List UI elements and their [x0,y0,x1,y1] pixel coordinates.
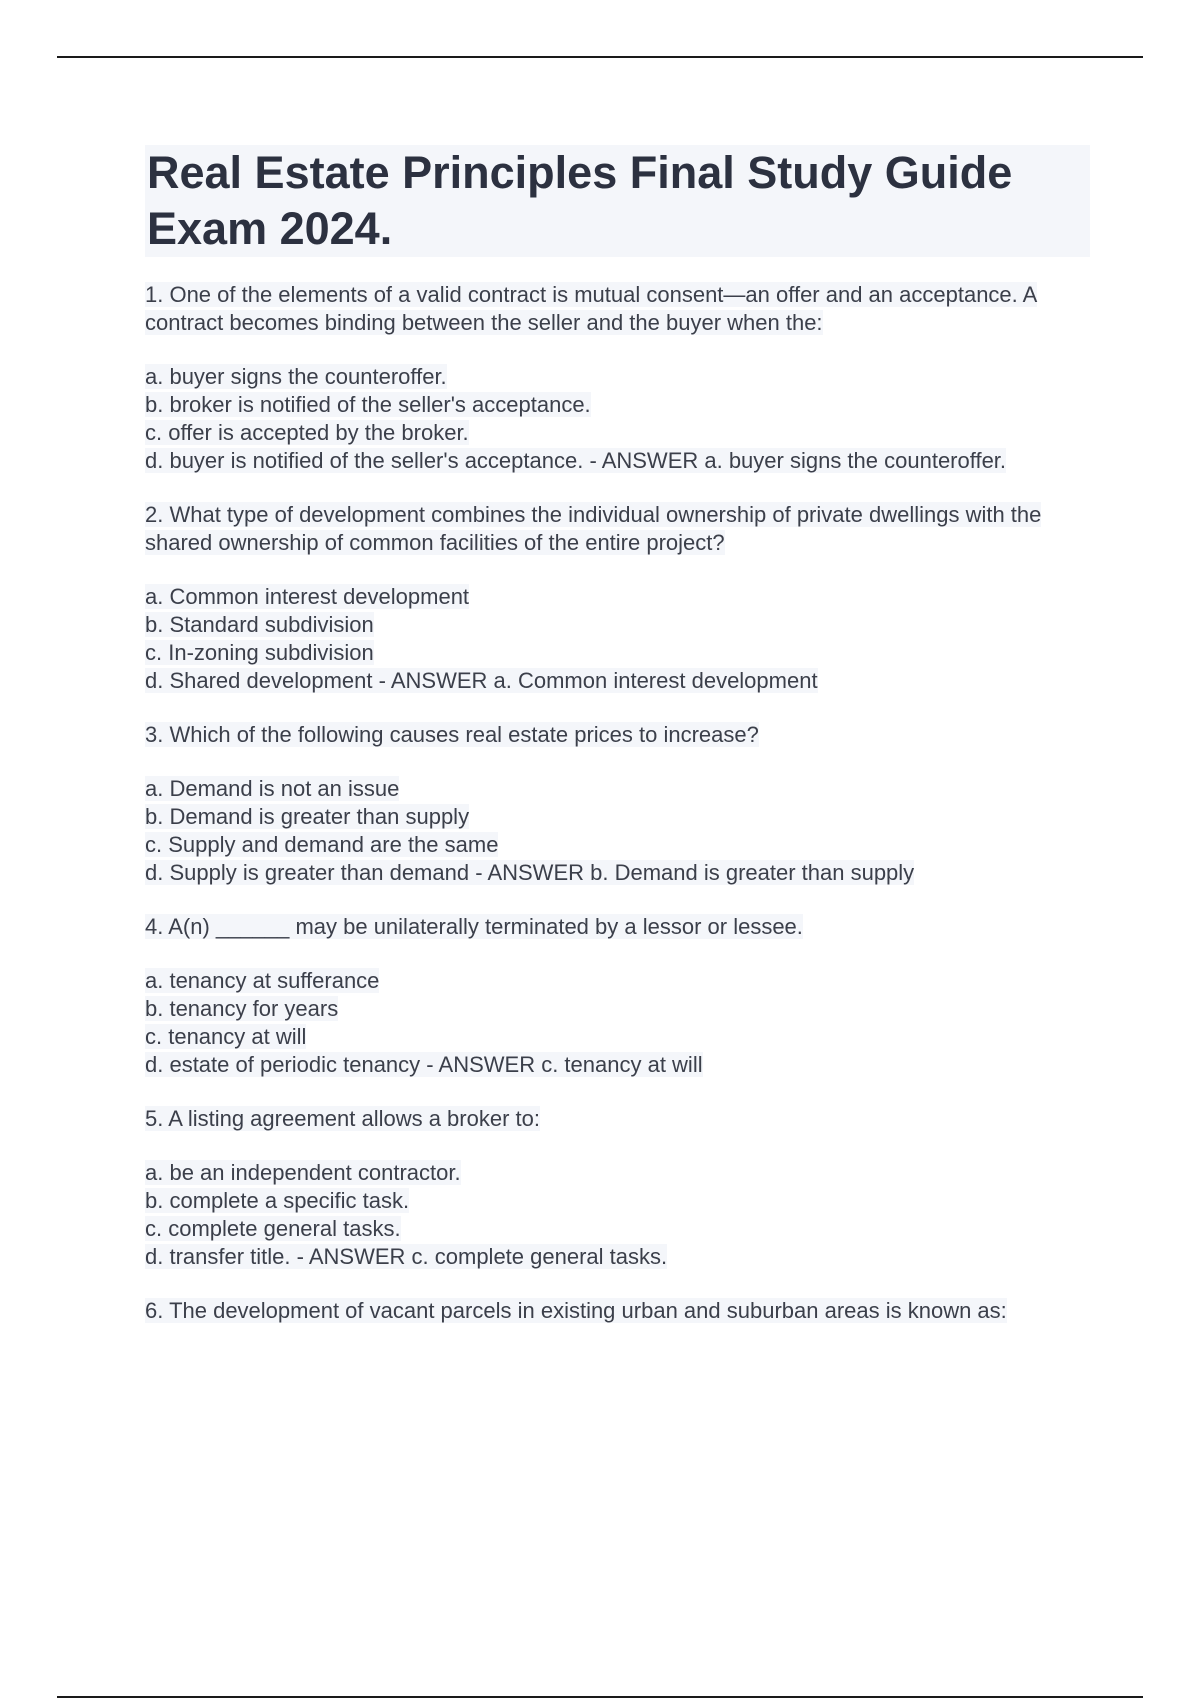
answer-text: ANSWER a. Common interest development [390,668,818,693]
answer-separator: - [469,860,488,885]
answer-separator: - [290,1244,309,1269]
answer-separator: - [420,1052,439,1077]
top-rule [57,56,1143,58]
answer-text: ANSWER b. Demand is greater than supply [487,860,915,885]
option-d: d. Supply is greater than demand [145,860,470,885]
option-c: c. offer is accepted by the broker. [145,420,469,445]
question-6 [145,1297,1090,1325]
option-list [145,1159,1090,1271]
option-a: a. Demand is not an issue [145,776,400,801]
question-stem: 2. What type of development combines the individual ownership of private dwellings with the shared ownership of common facilities of the entire project? [145,502,1042,555]
bottom-rule [57,1696,1143,1698]
option-c: c. In-zoning subdivision [145,640,374,665]
option-a: a. be an independent contractor. [145,1160,461,1185]
page-title: Real Estate Principles Final Study Guide Exam 2024. [145,145,1090,257]
option-d-with-answer [145,448,1006,473]
document-body [145,145,1090,1351]
answer-separator: - [372,668,391,693]
answer-text: ANSWER a. buyer signs the counteroffer. [601,448,1007,473]
answer-text: ANSWER c. tenancy at will [438,1052,703,1077]
option-d-with-answer [145,668,818,693]
option-b: b. Demand is greater than supply [145,804,470,829]
question-2 [145,501,1090,695]
question-stem: 1. One of the elements of a valid contract is mutual consent—an offer and an acceptance. A contract becomes binding between the seller and the buyer when the: [145,282,1038,335]
option-b: b. broker is notified of the seller's acceptance. [145,392,591,417]
option-list [145,583,1090,695]
option-a: a. tenancy at sufferance [145,968,380,993]
option-b: b. tenancy for years [145,996,339,1021]
answer-separator: - [583,448,602,473]
option-d-with-answer [145,860,914,885]
option-d: d. estate of periodic tenancy [145,1052,421,1077]
question-stem: 4. A(n) ______ may be unilaterally terminated by a lessor or lessee. [145,914,803,939]
option-c: c. complete general tasks. [145,1216,401,1241]
option-b: b. complete a specific task. [145,1188,410,1213]
question-3 [145,721,1090,887]
question-stem: 6. The development of vacant parcels in existing urban and suburban areas is known as: [145,1298,1007,1323]
question-5 [145,1105,1090,1271]
option-a: a. Common interest development [145,584,470,609]
option-d: d. Shared development [145,668,373,693]
question-stem: 3. Which of the following causes real estate prices to increase? [145,722,759,747]
option-list [145,775,1090,887]
option-d-with-answer [145,1052,703,1077]
option-a: a. buyer signs the counteroffer. [145,364,447,389]
option-b: b. Standard subdivision [145,612,374,637]
option-d: d. buyer is notified of the seller's acceptance. [145,448,584,473]
option-list [145,967,1090,1079]
option-c: c. Supply and demand are the same [145,832,499,857]
option-c: c. tenancy at will [145,1024,307,1049]
question-1 [145,281,1090,475]
question-4 [145,913,1090,1079]
option-list [145,363,1090,475]
question-stem: 5. A listing agreement allows a broker to: [145,1106,540,1131]
answer-text: ANSWER c. complete general tasks. [308,1244,668,1269]
option-d-with-answer [145,1244,667,1269]
option-d: d. transfer title. [145,1244,291,1269]
